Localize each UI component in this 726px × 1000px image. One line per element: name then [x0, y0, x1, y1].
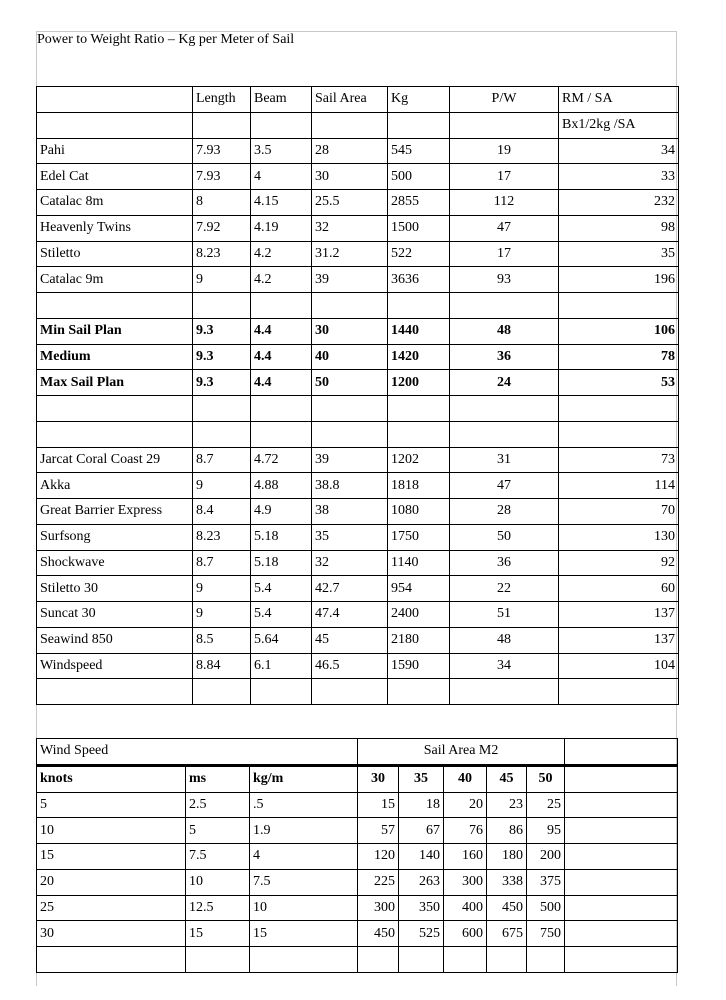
table-cell: 70 [559, 499, 679, 525]
document-title: Power to Weight Ratio – Kg per Meter of Sail [37, 32, 295, 47]
blank-row [37, 947, 678, 973]
table-cell: 9 [193, 576, 251, 602]
column-header: P/W [450, 87, 559, 113]
data-row [37, 818, 678, 844]
table-cell: 45 [312, 627, 388, 653]
empty-cell [37, 679, 193, 705]
table-cell: 120 [358, 844, 399, 870]
table-cell: 954 [388, 576, 450, 602]
table-cell: 338 [487, 869, 527, 895]
data-row [37, 844, 678, 870]
table-cell: 4.15 [251, 190, 312, 216]
table-cell: 76 [444, 818, 487, 844]
table-cell: 5 [37, 792, 186, 818]
table-cell: 137 [559, 627, 679, 653]
empty-cell [193, 421, 251, 447]
table-cell: 10 [186, 869, 250, 895]
table-cell: 1420 [388, 344, 450, 370]
table-cell: 196 [559, 267, 679, 293]
empty-cell [450, 679, 559, 705]
table-cell: Catalac 9m [37, 267, 193, 293]
empty-cell [450, 396, 559, 422]
table-cell: 30 [37, 921, 186, 947]
blank-row [37, 421, 679, 447]
table-cell: 8.7 [193, 550, 251, 576]
boat-row [37, 370, 679, 396]
column-header: knots [37, 765, 186, 792]
column-header: Sail Area [312, 87, 388, 113]
table-cell: 6.1 [251, 653, 312, 679]
table-cell: 4.2 [251, 267, 312, 293]
empty-cell [388, 112, 450, 138]
boat-row [37, 473, 679, 499]
column-header [37, 87, 193, 113]
table-cell: 4.19 [251, 215, 312, 241]
table-cell: 1750 [388, 524, 450, 550]
table-cell: 8.4 [193, 499, 251, 525]
table-cell: 36 [450, 550, 559, 576]
table-cell: 17 [450, 164, 559, 190]
table-cell: 3636 [388, 267, 450, 293]
empty-cell [388, 293, 450, 319]
table-cell: 400 [444, 895, 487, 921]
table-cell: 450 [487, 895, 527, 921]
column-header: RM / SA [559, 87, 679, 113]
table-cell: 2180 [388, 627, 450, 653]
data-row [37, 869, 678, 895]
table-cell: 92 [559, 550, 679, 576]
table-cell: 7.93 [193, 138, 251, 164]
column-header: Length [193, 87, 251, 113]
table-cell: 5.4 [251, 602, 312, 628]
title-row [37, 739, 678, 766]
empty-cell [193, 679, 251, 705]
table-cell: 57 [358, 818, 399, 844]
empty-cell [37, 396, 193, 422]
empty-cell [251, 396, 312, 422]
table-cell: 32 [312, 215, 388, 241]
table-cell: 4.9 [251, 499, 312, 525]
wind-speed-table [36, 738, 678, 973]
table-cell: 5.4 [251, 576, 312, 602]
table-cell: 1500 [388, 215, 450, 241]
empty-cell [312, 293, 388, 319]
table-cell: 4 [251, 164, 312, 190]
table-cell: 1140 [388, 550, 450, 576]
boat-row [37, 190, 679, 216]
table-cell: 8.84 [193, 653, 251, 679]
table-cell: 30 [312, 164, 388, 190]
table-cell: 67 [399, 818, 444, 844]
table-cell: 51 [450, 602, 559, 628]
column-header: Beam [251, 87, 312, 113]
table-cell: 7.93 [193, 164, 251, 190]
table-cell: 7.5 [250, 869, 358, 895]
empty-cell [251, 421, 312, 447]
table-cell: 2400 [388, 602, 450, 628]
table-cell: Stiletto [37, 241, 193, 267]
wind-speed-label: Wind Speed [37, 739, 358, 766]
empty-cell [186, 947, 250, 973]
table-cell: 8 [193, 190, 251, 216]
table-cell: 8.7 [193, 447, 251, 473]
empty-cell [312, 679, 388, 705]
table-cell: 40 [312, 344, 388, 370]
table-cell: 4.72 [251, 447, 312, 473]
empty-cell [250, 947, 358, 973]
table-cell: 2.5 [186, 792, 250, 818]
sail-area-label: Sail Area M2 [358, 739, 565, 766]
table-cell: 33 [559, 164, 679, 190]
table-cell: 22 [450, 576, 559, 602]
blank-row [37, 293, 679, 319]
table-cell: 47 [450, 215, 559, 241]
table-cell: 450 [358, 921, 399, 947]
table-cell: 9.3 [193, 370, 251, 396]
table-cell: 48 [450, 627, 559, 653]
table-cell: Catalac 8m [37, 190, 193, 216]
table-cell: 8.23 [193, 524, 251, 550]
table-cell: 19 [450, 138, 559, 164]
table-cell: 48 [450, 318, 559, 344]
table-cell: 35 [559, 241, 679, 267]
header-row [37, 765, 678, 792]
table-cell: 522 [388, 241, 450, 267]
empty-cell [251, 293, 312, 319]
table-cell: Suncat 30 [37, 602, 193, 628]
empty-cell [388, 421, 450, 447]
boat-row [37, 241, 679, 267]
empty-cell [559, 293, 679, 319]
table-cell: Min Sail Plan [37, 318, 193, 344]
table-cell: 10 [37, 818, 186, 844]
table-cell: 31 [450, 447, 559, 473]
empty-cell [193, 112, 251, 138]
column-header: 50 [527, 765, 565, 792]
empty-cell [527, 947, 565, 973]
table-cell: 4.4 [251, 344, 312, 370]
table-cell: Stiletto 30 [37, 576, 193, 602]
table-cell: 1202 [388, 447, 450, 473]
empty-cell [565, 765, 678, 792]
empty-cell [251, 112, 312, 138]
empty-cell [358, 947, 399, 973]
boat-row [37, 524, 679, 550]
subheader-row [37, 112, 679, 138]
table-cell: 137 [559, 602, 679, 628]
table-cell: 7.5 [186, 844, 250, 870]
table-cell: 232 [559, 190, 679, 216]
table-cell: 31.2 [312, 241, 388, 267]
empty-cell [312, 396, 388, 422]
table-cell: 25 [37, 895, 186, 921]
boat-row [37, 602, 679, 628]
empty-cell [193, 396, 251, 422]
empty-cell [193, 293, 251, 319]
table-cell: 1440 [388, 318, 450, 344]
table-cell: 50 [312, 370, 388, 396]
table-cell: 750 [527, 921, 565, 947]
table-cell: Pahi [37, 138, 193, 164]
table-cell: 15 [358, 792, 399, 818]
table-cell: 4.4 [251, 318, 312, 344]
table-cell: 8.5 [193, 627, 251, 653]
table-cell: 20 [37, 869, 186, 895]
column-header: Kg [388, 87, 450, 113]
boat-row [37, 164, 679, 190]
table-cell: 42.7 [312, 576, 388, 602]
table-cell: 525 [399, 921, 444, 947]
column-header: 35 [399, 765, 444, 792]
table-cell: Great Barrier Express [37, 499, 193, 525]
boat-row [37, 215, 679, 241]
table-cell: 263 [399, 869, 444, 895]
boat-row [37, 267, 679, 293]
table-cell: 300 [358, 895, 399, 921]
empty-cell [37, 112, 193, 138]
table-cell: 35 [312, 524, 388, 550]
table-cell: 7.92 [193, 215, 251, 241]
table-cell: 18 [399, 792, 444, 818]
empty-cell [487, 947, 527, 973]
column-header: kg/m [250, 765, 358, 792]
table-cell: 225 [358, 869, 399, 895]
empty-cell [559, 421, 679, 447]
empty-cell [565, 792, 678, 818]
empty-cell [450, 421, 559, 447]
table-cell: 2855 [388, 190, 450, 216]
table-cell: 53 [559, 370, 679, 396]
table-cell: 38 [312, 499, 388, 525]
table-cell: 9 [193, 267, 251, 293]
boat-row [37, 447, 679, 473]
column-header: 30 [358, 765, 399, 792]
table-cell: Akka [37, 473, 193, 499]
column-subheader: Bx1/2kg /SA [559, 112, 679, 138]
boat-row [37, 318, 679, 344]
empty-cell [388, 679, 450, 705]
table-cell: 1.9 [250, 818, 358, 844]
table-cell: 47.4 [312, 602, 388, 628]
table-cell: 10 [250, 895, 358, 921]
boat-row [37, 344, 679, 370]
table-cell: Seawind 850 [37, 627, 193, 653]
data-row [37, 921, 678, 947]
empty-cell [37, 947, 186, 973]
table-cell: 36 [450, 344, 559, 370]
table-cell: 200 [527, 844, 565, 870]
data-row [37, 895, 678, 921]
table-cell: 180 [487, 844, 527, 870]
empty-cell [388, 396, 450, 422]
table-cell: 15 [250, 921, 358, 947]
table-cell: 86 [487, 818, 527, 844]
table-cell: 9.3 [193, 318, 251, 344]
table-cell: 39 [312, 267, 388, 293]
table-cell: 1818 [388, 473, 450, 499]
table-cell: 1080 [388, 499, 450, 525]
table-cell: 5 [186, 818, 250, 844]
table-cell: 15 [186, 921, 250, 947]
table-cell: 25.5 [312, 190, 388, 216]
empty-cell [399, 947, 444, 973]
blank-row [37, 396, 679, 422]
table-cell: 545 [388, 138, 450, 164]
table-cell: 78 [559, 344, 679, 370]
empty-cell [565, 947, 678, 973]
table-cell: 130 [559, 524, 679, 550]
table-cell: Surfsong [37, 524, 193, 550]
table-cell: 4.88 [251, 473, 312, 499]
header-row [37, 87, 679, 113]
table-cell: .5 [250, 792, 358, 818]
empty-cell [312, 112, 388, 138]
table-cell: 98 [559, 215, 679, 241]
table-cell: 15 [37, 844, 186, 870]
column-header: 40 [444, 765, 487, 792]
table-cell: 9 [193, 473, 251, 499]
table-cell: 1200 [388, 370, 450, 396]
table-cell: 93 [450, 267, 559, 293]
table-cell: Max Sail Plan [37, 370, 193, 396]
empty-cell [312, 421, 388, 447]
table-cell: 160 [444, 844, 487, 870]
table-cell: 375 [527, 869, 565, 895]
table-cell: 104 [559, 653, 679, 679]
table-cell: 30 [312, 318, 388, 344]
column-header: ms [186, 765, 250, 792]
table-cell: 28 [312, 138, 388, 164]
table-cell: 28 [450, 499, 559, 525]
boat-row [37, 576, 679, 602]
table-cell: 8.23 [193, 241, 251, 267]
column-header: 45 [487, 765, 527, 792]
empty-cell [565, 739, 678, 766]
table-cell: 25 [527, 792, 565, 818]
table-cell: 34 [450, 653, 559, 679]
table-cell: 38.8 [312, 473, 388, 499]
table-cell: 46.5 [312, 653, 388, 679]
empty-cell [450, 112, 559, 138]
table-cell: 3.5 [251, 138, 312, 164]
table-cell: 600 [444, 921, 487, 947]
table-cell: 32 [312, 550, 388, 576]
table-cell: 4.4 [251, 370, 312, 396]
table-cell: 95 [527, 818, 565, 844]
table-cell: 5.18 [251, 524, 312, 550]
power-weight-table [36, 86, 679, 705]
table-cell: 4.2 [251, 241, 312, 267]
table-cell: 675 [487, 921, 527, 947]
table-cell: 114 [559, 473, 679, 499]
boat-row [37, 627, 679, 653]
boat-row [37, 653, 679, 679]
table-cell: 24 [450, 370, 559, 396]
table-cell: 500 [527, 895, 565, 921]
table-cell: 5.18 [251, 550, 312, 576]
table-cell: Jarcat Coral Coast 29 [37, 447, 193, 473]
table-cell: 350 [399, 895, 444, 921]
table-cell: Shockwave [37, 550, 193, 576]
table-cell: Medium [37, 344, 193, 370]
empty-cell [37, 421, 193, 447]
table-cell: 300 [444, 869, 487, 895]
table-cell: 17 [450, 241, 559, 267]
table-cell: 106 [559, 318, 679, 344]
table-cell: 112 [450, 190, 559, 216]
table-cell: 140 [399, 844, 444, 870]
table-cell: 12.5 [186, 895, 250, 921]
empty-cell [565, 895, 678, 921]
blank-row [37, 679, 679, 705]
empty-cell [565, 818, 678, 844]
boat-row [37, 550, 679, 576]
table-cell: 73 [559, 447, 679, 473]
data-row [37, 792, 678, 818]
table-cell: Heavenly Twins [37, 215, 193, 241]
empty-cell [37, 293, 193, 319]
table-cell: Windspeed [37, 653, 193, 679]
boat-row [37, 138, 679, 164]
table-cell: 60 [559, 576, 679, 602]
empty-cell [251, 679, 312, 705]
empty-cell [565, 844, 678, 870]
table-cell: 47 [450, 473, 559, 499]
table-cell: 1590 [388, 653, 450, 679]
table-cell: 50 [450, 524, 559, 550]
empty-cell [565, 869, 678, 895]
empty-cell [565, 921, 678, 947]
empty-cell [444, 947, 487, 973]
empty-cell [450, 293, 559, 319]
table-cell: Edel Cat [37, 164, 193, 190]
table-cell: 4 [250, 844, 358, 870]
table-cell: 9 [193, 602, 251, 628]
table-cell: 39 [312, 447, 388, 473]
table-cell: 9.3 [193, 344, 251, 370]
table-cell: 34 [559, 138, 679, 164]
empty-cell [559, 679, 679, 705]
table-cell: 20 [444, 792, 487, 818]
table-cell: 23 [487, 792, 527, 818]
table-cell: 500 [388, 164, 450, 190]
boat-row [37, 499, 679, 525]
table-cell: 5.64 [251, 627, 312, 653]
empty-cell [559, 396, 679, 422]
